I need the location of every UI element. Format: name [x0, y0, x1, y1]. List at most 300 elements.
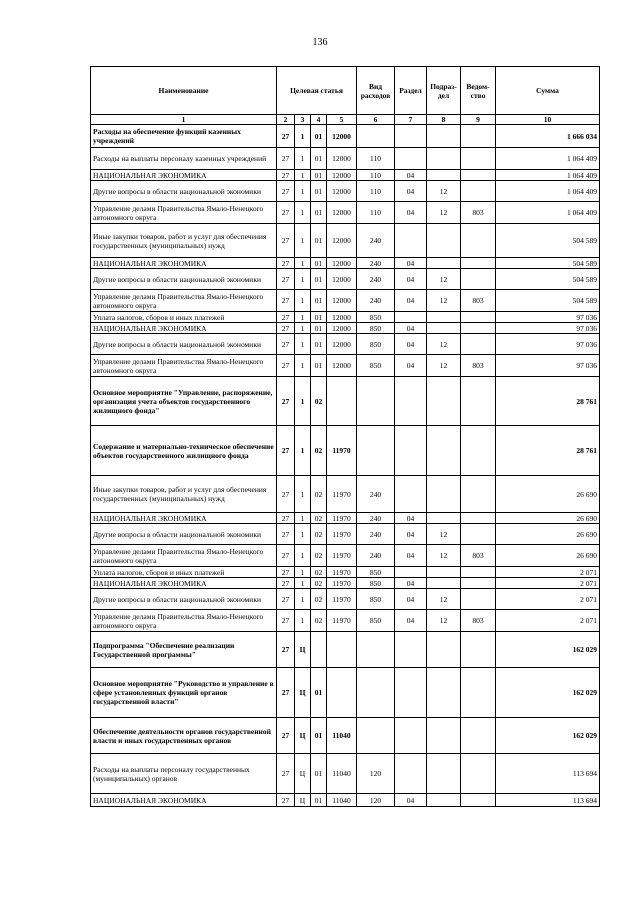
- row-name: Другие вопросы в области национальной экономики: [91, 181, 277, 202]
- table-row: [91, 513, 600, 524]
- cell-c6: [357, 377, 395, 426]
- cell-c7: 04: [395, 545, 427, 567]
- cell-c9: [461, 334, 496, 355]
- row-name: Основное мероприятие "Руководство и управление в сфере установленных функций органов государственной власти": [91, 668, 277, 718]
- cell-c4: 01: [311, 290, 327, 312]
- row-name: Расходы на обеспечение функций казенных учреждений: [91, 125, 277, 148]
- row-name: НАЦИОНАЛЬНАЯ ЭКОНОМИКА: [91, 794, 277, 807]
- cell-c8: [427, 377, 461, 426]
- cell-c5: 11040: [327, 718, 357, 754]
- cell-c2: 27: [277, 610, 295, 632]
- row-sum: 26 690: [496, 513, 600, 524]
- row-sum: 113 694: [496, 754, 600, 794]
- cell-c5: 12000: [327, 148, 357, 170]
- cell-c4: 01: [311, 334, 327, 355]
- cell-c6: 240: [357, 224, 395, 258]
- row-name: Обеспечение деятельности органов государственной власти и иных государственных органов: [91, 718, 277, 754]
- table-row: [91, 589, 600, 610]
- header-target-article: Целевая статья: [277, 67, 357, 115]
- cell-c2: 27: [277, 794, 295, 807]
- cell-c9: 803: [461, 290, 496, 312]
- cell-c8: 12: [427, 355, 461, 377]
- cell-c2: 27: [277, 202, 295, 224]
- table-row: [91, 148, 600, 170]
- row-name: Основное мероприятие "Управление, распоряжение, организация учета объектов государственного жилищного фонда": [91, 377, 277, 426]
- cell-c6: 240: [357, 258, 395, 269]
- cell-c5: 12000: [327, 355, 357, 377]
- cell-c6: 110: [357, 170, 395, 181]
- cell-c8: 12: [427, 290, 461, 312]
- cell-c5: 11970: [327, 610, 357, 632]
- table-row: [91, 545, 600, 567]
- cell-c3: 1: [295, 567, 311, 578]
- cell-c9: [461, 567, 496, 578]
- table-row: [91, 355, 600, 377]
- cell-c5: [327, 632, 357, 668]
- cell-c2: 27: [277, 312, 295, 323]
- cell-c4: 02: [311, 589, 327, 610]
- cell-c9: [461, 589, 496, 610]
- row-sum: 26 690: [496, 545, 600, 567]
- table-row: [91, 567, 600, 578]
- cell-c2: 27: [277, 668, 295, 718]
- cell-c2: 27: [277, 754, 295, 794]
- cell-c5: 12000: [327, 170, 357, 181]
- cell-c3: 1: [295, 125, 311, 148]
- row-sum: 1 064 409: [496, 170, 600, 181]
- table-row: [91, 754, 600, 794]
- cell-c8: 12: [427, 269, 461, 290]
- cell-c5: 12000: [327, 258, 357, 269]
- cell-c8: [427, 312, 461, 323]
- table-header-row: [91, 67, 600, 115]
- cell-c9: [461, 632, 496, 668]
- cell-c8: 12: [427, 524, 461, 545]
- cell-c5: 11970: [327, 524, 357, 545]
- row-name: НАЦИОНАЛЬНАЯ ЭКОНОМИКА: [91, 578, 277, 589]
- row-name: Уплата налогов, сборов и иных платежей: [91, 567, 277, 578]
- cell-c2: 27: [277, 148, 295, 170]
- row-sum: 1 666 034: [496, 125, 600, 148]
- table-row: [91, 202, 600, 224]
- cell-c3: Ц: [295, 754, 311, 794]
- table-row: [91, 476, 600, 513]
- cell-c5: 11970: [327, 589, 357, 610]
- column-number: 8: [427, 115, 461, 125]
- row-sum: 2 071: [496, 610, 600, 632]
- cell-c7: 04: [395, 323, 427, 334]
- cell-c9: [461, 125, 496, 148]
- row-name: Управление делами Правительства Ямало-Ненецкого автономного округа: [91, 290, 277, 312]
- cell-c9: [461, 794, 496, 807]
- cell-c7: 04: [395, 269, 427, 290]
- cell-c2: 27: [277, 632, 295, 668]
- cell-c4: 01: [311, 718, 327, 754]
- cell-c6: 120: [357, 794, 395, 807]
- cell-c3: 1: [295, 323, 311, 334]
- cell-c3: 1: [295, 610, 311, 632]
- column-number: 5: [327, 115, 357, 125]
- cell-c3: 1: [295, 170, 311, 181]
- cell-c4: 02: [311, 578, 327, 589]
- row-sum: 504 589: [496, 224, 600, 258]
- row-name: Другие вопросы в области национальной экономики: [91, 334, 277, 355]
- row-sum: 504 589: [496, 290, 600, 312]
- cell-c9: [461, 513, 496, 524]
- cell-c5: 12000: [327, 181, 357, 202]
- column-numbers-row: [91, 115, 600, 125]
- row-name: Расходы на выплаты персоналу государственных (муниципальных) органов: [91, 754, 277, 794]
- column-number: 6: [357, 115, 395, 125]
- row-name: Уплата налогов, сборов и иных платежей: [91, 312, 277, 323]
- row-name: Управление делами Правительства Ямало-Ненецкого автономного округа: [91, 610, 277, 632]
- cell-c7: 04: [395, 202, 427, 224]
- row-name: Иные закупки товаров, работ и услуг для обеспечения государственных (муниципальных) нужд: [91, 476, 277, 513]
- table-row: [91, 323, 600, 334]
- cell-c3: Ц: [295, 632, 311, 668]
- cell-c6: 850: [357, 323, 395, 334]
- header-name: Наименование: [91, 67, 277, 115]
- cell-c2: 27: [277, 513, 295, 524]
- cell-c8: [427, 476, 461, 513]
- cell-c7: [395, 377, 427, 426]
- cell-c5: 12000: [327, 290, 357, 312]
- cell-c6: [357, 718, 395, 754]
- cell-c2: 27: [277, 125, 295, 148]
- cell-c2: 27: [277, 258, 295, 269]
- cell-c6: 850: [357, 578, 395, 589]
- row-sum: 2 071: [496, 567, 600, 578]
- table-row: [91, 610, 600, 632]
- cell-c7: 04: [395, 258, 427, 269]
- cell-c7: [395, 312, 427, 323]
- cell-c5: 11970: [327, 567, 357, 578]
- cell-c3: 1: [295, 524, 311, 545]
- row-sum: 26 690: [496, 476, 600, 513]
- cell-c9: [461, 258, 496, 269]
- cell-c2: 27: [277, 718, 295, 754]
- cell-c4: 01: [311, 148, 327, 170]
- row-sum: 97 036: [496, 312, 600, 323]
- cell-c6: 240: [357, 545, 395, 567]
- row-sum: 162 029: [496, 632, 600, 668]
- table-row: [91, 269, 600, 290]
- cell-c6: 850: [357, 610, 395, 632]
- cell-c9: 803: [461, 545, 496, 567]
- cell-c7: [395, 426, 427, 476]
- table-row: [91, 524, 600, 545]
- column-number: 9: [461, 115, 496, 125]
- column-number: 10: [496, 115, 600, 125]
- cell-c9: [461, 524, 496, 545]
- cell-c7: [395, 125, 427, 148]
- cell-c3: 1: [295, 290, 311, 312]
- row-sum: 97 036: [496, 334, 600, 355]
- cell-c5: 11970: [327, 426, 357, 476]
- cell-c8: [427, 567, 461, 578]
- cell-c5: 11970: [327, 513, 357, 524]
- row-sum: 504 589: [496, 258, 600, 269]
- cell-c2: 27: [277, 355, 295, 377]
- cell-c9: 803: [461, 355, 496, 377]
- cell-c4: 01: [311, 754, 327, 794]
- cell-c8: [427, 668, 461, 718]
- cell-c4: 01: [311, 125, 327, 148]
- cell-c8: [427, 258, 461, 269]
- row-name: Управление делами Правительства Ямало-Ненецкого автономного округа: [91, 202, 277, 224]
- cell-c6: [357, 426, 395, 476]
- cell-c6: 110: [357, 202, 395, 224]
- row-sum: 1 064 409: [496, 202, 600, 224]
- cell-c3: Ц: [295, 668, 311, 718]
- cell-c3: 1: [295, 258, 311, 269]
- row-sum: 504 589: [496, 269, 600, 290]
- cell-c6: 850: [357, 312, 395, 323]
- cell-c3: 1: [295, 578, 311, 589]
- cell-c4: 02: [311, 426, 327, 476]
- cell-c8: 12: [427, 610, 461, 632]
- cell-c2: 27: [277, 290, 295, 312]
- cell-c9: [461, 426, 496, 476]
- cell-c2: 27: [277, 224, 295, 258]
- cell-c7: 04: [395, 578, 427, 589]
- cell-c7: 04: [395, 181, 427, 202]
- cell-c8: [427, 224, 461, 258]
- cell-c4: 01: [311, 794, 327, 807]
- header-summa: Сумма: [496, 67, 600, 115]
- column-number: 7: [395, 115, 427, 125]
- cell-c4: 02: [311, 513, 327, 524]
- cell-c8: [427, 578, 461, 589]
- cell-c3: 1: [295, 355, 311, 377]
- cell-c9: [461, 269, 496, 290]
- row-sum: 162 029: [496, 668, 600, 718]
- column-number: 2: [277, 115, 295, 125]
- cell-c6: 240: [357, 476, 395, 513]
- row-name: Другие вопросы в области национальной экономики: [91, 524, 277, 545]
- cell-c5: 12000: [327, 312, 357, 323]
- row-name: Управление делами Правительства Ямало-Ненецкого автономного округа: [91, 355, 277, 377]
- row-sum: 162 029: [496, 718, 600, 754]
- cell-c2: 27: [277, 545, 295, 567]
- cell-c9: [461, 718, 496, 754]
- cell-c8: [427, 794, 461, 807]
- cell-c7: 04: [395, 290, 427, 312]
- cell-c9: [461, 323, 496, 334]
- cell-c2: 27: [277, 524, 295, 545]
- cell-c2: 27: [277, 589, 295, 610]
- row-name: НАЦИОНАЛЬНАЯ ЭКОНОМИКА: [91, 513, 277, 524]
- table-row: [91, 312, 600, 323]
- cell-c8: 12: [427, 334, 461, 355]
- table-row: [91, 426, 600, 476]
- header-vedomstvo: Ведом-ство: [461, 67, 496, 115]
- cell-c2: 27: [277, 377, 295, 426]
- row-sum: 113 694: [496, 794, 600, 807]
- cell-c3: 1: [295, 312, 311, 323]
- cell-c6: 110: [357, 181, 395, 202]
- cell-c4: 01: [311, 355, 327, 377]
- cell-c7: [395, 754, 427, 794]
- cell-c6: 110: [357, 148, 395, 170]
- cell-c9: [461, 377, 496, 426]
- cell-c3: Ц: [295, 794, 311, 807]
- cell-c9: [461, 148, 496, 170]
- row-name: Иные закупки товаров, работ и услуг для обеспечения государственных (муниципальных) нужд: [91, 224, 277, 258]
- cell-c6: 850: [357, 355, 395, 377]
- row-sum: 2 071: [496, 589, 600, 610]
- cell-c4: 02: [311, 545, 327, 567]
- cell-c3: 1: [295, 377, 311, 426]
- cell-c3: 1: [295, 545, 311, 567]
- table-row: [91, 794, 600, 807]
- cell-c5: 11970: [327, 545, 357, 567]
- cell-c5: 12000: [327, 269, 357, 290]
- cell-c9: 803: [461, 610, 496, 632]
- budget-table: [90, 66, 600, 807]
- cell-c9: [461, 312, 496, 323]
- cell-c5: [327, 377, 357, 426]
- table-row: [91, 377, 600, 426]
- table-row: [91, 224, 600, 258]
- cell-c8: [427, 323, 461, 334]
- cell-c3: 1: [295, 181, 311, 202]
- cell-c2: 27: [277, 476, 295, 513]
- page-number: 136: [312, 37, 328, 48]
- cell-c7: [395, 148, 427, 170]
- cell-c4: 01: [311, 170, 327, 181]
- table-row: [91, 181, 600, 202]
- cell-c6: 850: [357, 567, 395, 578]
- row-name: Другие вопросы в области национальной экономики: [91, 589, 277, 610]
- cell-c5: 11970: [327, 476, 357, 513]
- cell-c4: 02: [311, 476, 327, 513]
- cell-c3: 1: [295, 224, 311, 258]
- row-sum: 97 036: [496, 355, 600, 377]
- cell-c3: Ц: [295, 718, 311, 754]
- cell-c7: 04: [395, 170, 427, 181]
- row-sum: 2 071: [496, 578, 600, 589]
- cell-c3: 1: [295, 202, 311, 224]
- cell-c8: [427, 754, 461, 794]
- cell-c6: 240: [357, 524, 395, 545]
- cell-c9: [461, 170, 496, 181]
- cell-c7: 04: [395, 610, 427, 632]
- row-sum: 97 036: [496, 323, 600, 334]
- table-row: [91, 718, 600, 754]
- cell-c6: 120: [357, 754, 395, 794]
- row-name: НАЦИОНАЛЬНАЯ ЭКОНОМИКА: [91, 323, 277, 334]
- cell-c4: 01: [311, 323, 327, 334]
- column-number: 4: [311, 115, 327, 125]
- table-row: [91, 334, 600, 355]
- cell-c8: [427, 513, 461, 524]
- cell-c4: [311, 632, 327, 668]
- cell-c4: 01: [311, 312, 327, 323]
- cell-c5: [327, 668, 357, 718]
- cell-c7: [395, 224, 427, 258]
- cell-c9: [461, 668, 496, 718]
- table-row: [91, 170, 600, 181]
- cell-c7: 04: [395, 524, 427, 545]
- header-vid: Вид расходов: [357, 67, 395, 115]
- cell-c3: 1: [295, 334, 311, 355]
- cell-c7: 04: [395, 334, 427, 355]
- cell-c4: 02: [311, 610, 327, 632]
- cell-c2: 27: [277, 170, 295, 181]
- cell-c8: [427, 632, 461, 668]
- cell-c8: [427, 718, 461, 754]
- table-row: [91, 668, 600, 718]
- cell-c6: [357, 632, 395, 668]
- cell-c2: 27: [277, 426, 295, 476]
- cell-c6: 240: [357, 513, 395, 524]
- cell-c8: [427, 170, 461, 181]
- cell-c3: 1: [295, 426, 311, 476]
- cell-c5: 11970: [327, 578, 357, 589]
- cell-c7: [395, 476, 427, 513]
- cell-c9: [461, 476, 496, 513]
- cell-c4: 01: [311, 269, 327, 290]
- cell-c8: 12: [427, 589, 461, 610]
- row-sum: 28 761: [496, 377, 600, 426]
- cell-c4: 01: [311, 668, 327, 718]
- cell-c7: 04: [395, 355, 427, 377]
- cell-c9: [461, 224, 496, 258]
- cell-c5: 12000: [327, 202, 357, 224]
- row-name: НАЦИОНАЛЬНАЯ ЭКОНОМИКА: [91, 170, 277, 181]
- table-row: [91, 290, 600, 312]
- cell-c3: 1: [295, 476, 311, 513]
- cell-c5: 11040: [327, 754, 357, 794]
- cell-c7: 04: [395, 589, 427, 610]
- cell-c4: 02: [311, 377, 327, 426]
- cell-c4: 01: [311, 224, 327, 258]
- cell-c5: 12000: [327, 334, 357, 355]
- cell-c7: [395, 718, 427, 754]
- row-sum: 28 761: [496, 426, 600, 476]
- cell-c2: 27: [277, 269, 295, 290]
- cell-c5: 12000: [327, 224, 357, 258]
- cell-c4: 02: [311, 567, 327, 578]
- column-number: 1: [91, 115, 277, 125]
- cell-c4: 01: [311, 202, 327, 224]
- header-razdel: Раздел: [395, 67, 427, 115]
- row-sum: 1 064 409: [496, 181, 600, 202]
- cell-c7: [395, 567, 427, 578]
- cell-c4: 01: [311, 258, 327, 269]
- cell-c5: 12000: [327, 125, 357, 148]
- column-number: 3: [295, 115, 311, 125]
- cell-c3: 1: [295, 269, 311, 290]
- cell-c3: 1: [295, 589, 311, 610]
- cell-c8: [427, 125, 461, 148]
- row-sum: 1 064 409: [496, 148, 600, 170]
- row-name: Подпрограмма "Обеспечение реализации Государственной программы": [91, 632, 277, 668]
- cell-c2: 27: [277, 181, 295, 202]
- cell-c8: 12: [427, 545, 461, 567]
- row-name: Другие вопросы в области национальной экономики: [91, 269, 277, 290]
- table-row: [91, 578, 600, 589]
- cell-c5: 12000: [327, 323, 357, 334]
- cell-c6: 850: [357, 334, 395, 355]
- cell-c8: [427, 148, 461, 170]
- cell-c7: [395, 668, 427, 718]
- cell-c7: 04: [395, 513, 427, 524]
- cell-c2: 27: [277, 578, 295, 589]
- cell-c8: 12: [427, 181, 461, 202]
- cell-c8: [427, 426, 461, 476]
